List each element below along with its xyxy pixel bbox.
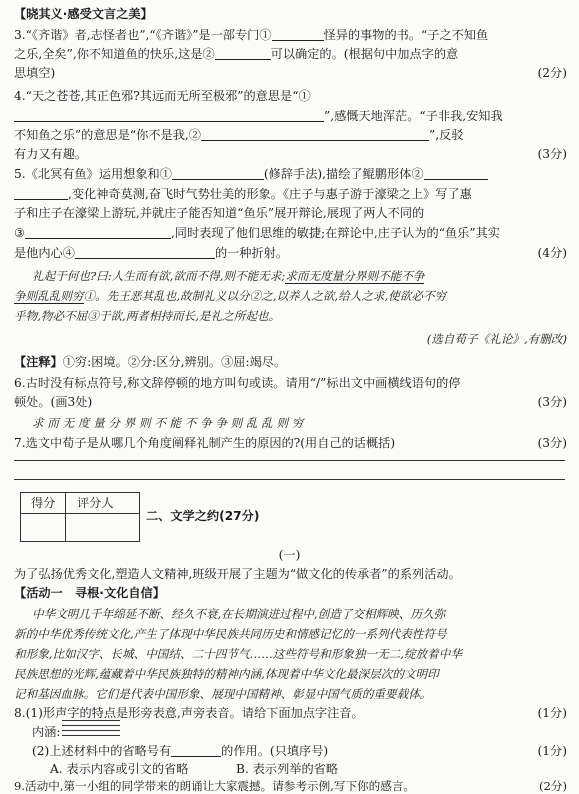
q5-text-e: ,同时表现了他们思维的敏捷;在辩论中,庄子认为的“鱼乐”其实	[170, 226, 500, 240]
q5-line3: 子和庄子在濠梁上游玩,并就庄子能否知道“鱼乐”展开辩论,展现了两人不同的	[14, 206, 425, 220]
material-line-3: 和形象,比如汉字、长城、中国结、二十四节气……这些符号和形象独一无二,绽放着中华	[14, 647, 462, 661]
q5-text-c: ,变化神奇莫测,奋飞时气势壮美的形象。《庄子与惠子游于濠梁之上》写了惠	[68, 187, 472, 201]
q5-blank-2[interactable]	[424, 166, 488, 180]
q8-option-a[interactable]: A. 表示内容或引文的省略	[50, 762, 189, 776]
activity-label: 活动一	[26, 586, 63, 600]
q3-text-d: 可以确定的。(根据句中加点字的意	[270, 47, 459, 61]
note-line	[14, 354, 286, 370]
q3-blank-2[interactable]	[215, 46, 271, 60]
q5-text-f: 是他内心④	[14, 246, 75, 260]
score-table-col-divider	[65, 493, 66, 541]
passage-source: (选自荀子《礼论》,有删改)	[426, 332, 567, 346]
q3-text-a: 3.“《齐谐》者,志怪者也”,“《齐谐》”是一部专门①	[14, 28, 272, 42]
score-table-col2: 评分人	[77, 496, 114, 510]
activity-header: 【活动一 寻根·文化自信】	[14, 586, 165, 600]
q8-line2	[32, 743, 328, 759]
q5-text-g: 的一种折射。	[214, 246, 289, 260]
q5-line4	[14, 225, 500, 241]
q3-blank-1[interactable]	[272, 27, 324, 41]
q8-option-b[interactable]: B. 表示列举的省略	[236, 762, 339, 776]
q6-line1: 6.古时没有标点符号,称文辞停顿的地方叫句或读。请用“/”标出文中画横线语句的停	[14, 376, 461, 390]
q8-score2: (1分)	[537, 744, 567, 758]
q4-text-c: 不知鱼之乐”的意思是“你不是我,②	[14, 128, 201, 142]
q4-score: (3分)	[537, 147, 567, 161]
pinyin-writing-lines[interactable]	[62, 718, 120, 738]
q7-answer-line-1[interactable]	[14, 460, 565, 461]
q4-text-b: ”,感慨天地浑茫。“子非我,安知我	[324, 109, 503, 123]
q8-text-b: 的作用。(只填序号)	[221, 744, 329, 758]
q5-text-b: (修辞手法),描绘了鲲鹏形体②	[263, 167, 424, 181]
q5-blank-3[interactable]	[25, 225, 171, 239]
q5-line5	[14, 245, 288, 261]
q9-line1: 9.活动中,第一小组的同学带来的朗诵让大家震撼。请参考示例,写下你的感言。	[14, 779, 416, 793]
q5-blank-4[interactable]	[75, 245, 215, 259]
q6-line2: 顿处。(画3处)	[14, 395, 93, 409]
q3-text-c: 之乐,全矣”,你不知道鱼的快乐,这是②	[14, 47, 215, 61]
passage-underlined-a: 求而无度量分界则不能不争	[285, 269, 425, 283]
passage-text-a: 礼起于何也?曰:人生而有欲,欲而不得,则不能无求;	[32, 269, 286, 283]
q3-line2	[14, 46, 458, 62]
q7-score: (3分)	[537, 436, 567, 450]
q6-score: (3分)	[537, 395, 567, 409]
q5-blank-1[interactable]	[172, 166, 264, 180]
q8-word: 内涵:	[32, 725, 61, 739]
q8-line1: 8.(1)形声字的特点是形旁表意,声旁表音。请给下面加点字注音。	[14, 706, 364, 720]
q9-score: (2分)	[538, 779, 567, 793]
score-table-col1: 得分	[31, 496, 56, 510]
q5-score: (4分)	[537, 246, 567, 260]
q4-blank-2[interactable]	[201, 127, 429, 141]
q8-text-a: (2)上述材料中的省略号有	[32, 744, 172, 758]
section-two-intro: 为了弘扬优秀文化,塑造人文精神,班级开展了主题为“做文化的传承者”的系列活动。	[14, 567, 461, 581]
passage-line3: 乎物,物必不屈③于欲,两者相持而长,是礼之所起也。	[14, 309, 281, 323]
q5-line1	[14, 166, 488, 182]
section-two-subtitle: (一)	[278, 548, 301, 562]
q8-score1: (1分)	[537, 706, 567, 720]
q6-sentence[interactable]: 求 而 无 度 量 分 界 则 不 能 不 争 争 则 乱 乱 则 穷	[32, 416, 304, 430]
q5-text-a: 5.《北冥有鱼》运用想象和①	[14, 167, 172, 181]
activity-title: 寻根·文化自信	[74, 586, 153, 600]
q4-line3	[14, 127, 463, 143]
q5-blank-2b[interactable]	[14, 186, 68, 200]
q4-line1: 4.“天之苍苍,其正色邪?其远而无所至极邪”的意思是“①	[14, 89, 311, 103]
q3-line3: 思填空)	[14, 66, 56, 80]
q3-line1	[14, 27, 488, 43]
q4-line4: 有力又有趣。	[14, 147, 88, 161]
note-text: ①穷:困境。②分:区分,辨别。③屈:竭尽。	[62, 355, 287, 369]
q7-line1: 7.选文中荀子是从哪几个角度阐释礼制产生的原因的?(用自己的话概括)	[14, 436, 396, 450]
note-label: 【注释】	[14, 355, 63, 369]
section-two-title: 二、文学之约(27分)	[146, 509, 260, 523]
passage-line2	[14, 288, 446, 304]
passage-line1	[32, 268, 424, 284]
section-header-classical: 【晓其义·感受文言之美】	[14, 7, 153, 21]
material-line-1: 中华文明几千年绵延不断、经久不衰,在长期演进过程中,创造了交相辉映、历久弥	[32, 607, 446, 621]
material-line-5: 记和基因血脉。它们是代表中国形象、展现中国精神、彰显中国气质的重要载体。	[14, 687, 432, 701]
material-line-2: 新的中华优秀传统文化,产生了体现中华民族共同历史和情感记忆的一系列代表性符号	[14, 627, 447, 641]
passage-text-b: ①。先王恶其乱也,故制礼义以分②之,以养人之欲,给人之求,使欲必不穷	[83, 289, 447, 303]
score-table	[20, 492, 140, 542]
q5-line2	[14, 186, 472, 202]
q3-score: (2分)	[537, 66, 567, 80]
passage-underlined-b: 争则乱乱则穷	[14, 289, 84, 303]
q4-text-d: ”,反驳	[428, 128, 464, 142]
q4-blank-1[interactable]	[14, 108, 324, 122]
q7-answer-line-2[interactable]	[14, 479, 565, 480]
q8-blank[interactable]	[171, 743, 221, 757]
q3-text-b: 怪异的事物的书。“子之不知鱼	[323, 28, 489, 42]
q5-text-d: ③	[14, 226, 25, 240]
score-table-row-divider	[21, 513, 139, 514]
material-line-4: 民族思想的光辉,蕴藏着中华民族独特的精神内涵,体现着中华文化最深层次的文明印	[14, 667, 439, 681]
q4-line2	[14, 108, 503, 124]
